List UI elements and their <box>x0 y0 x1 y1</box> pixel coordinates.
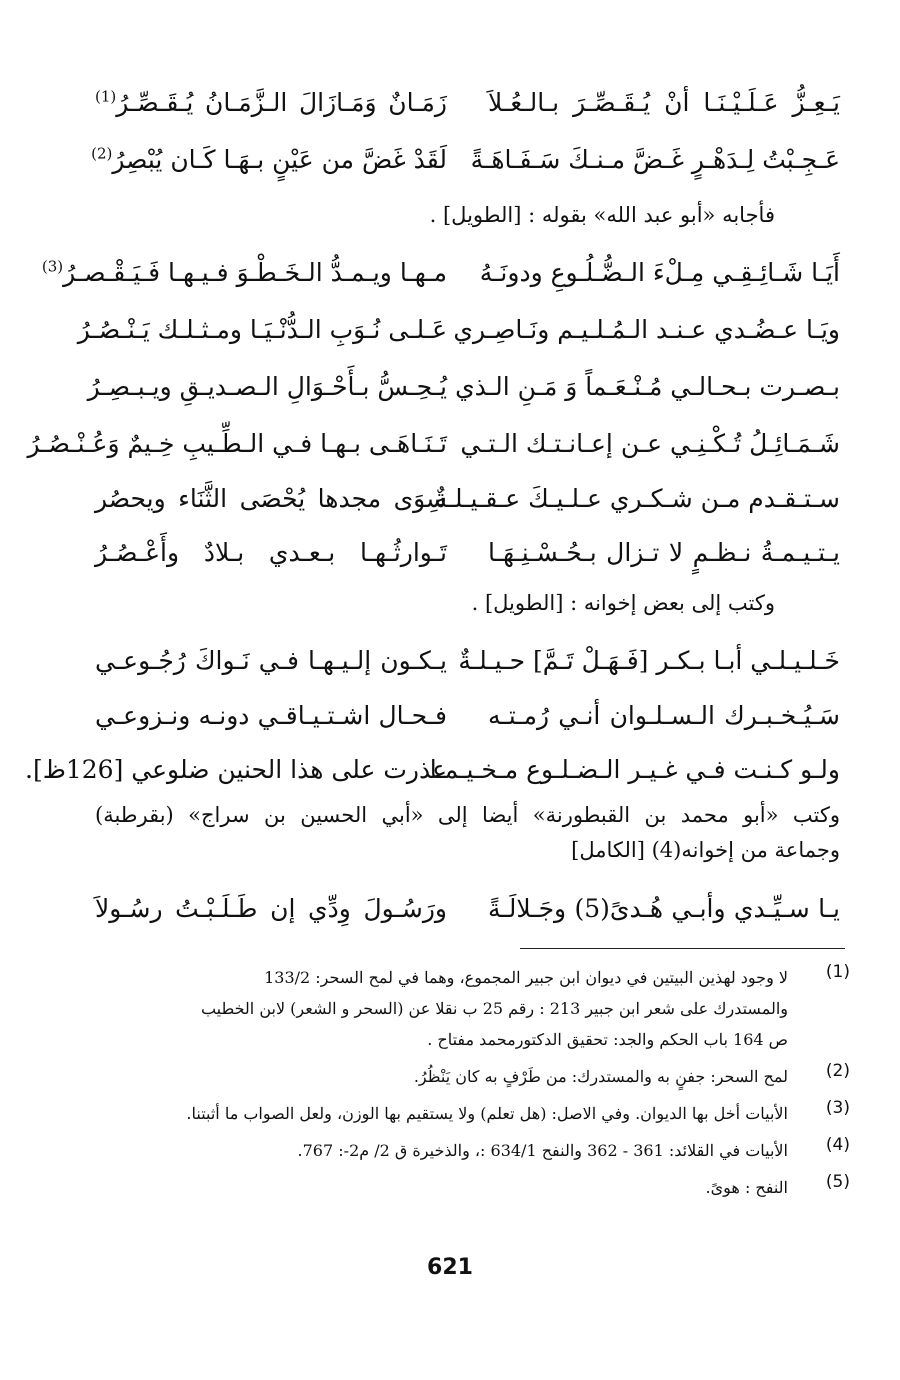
verse-line <box>25 745 840 795</box>
first-hemistich: يـا سـيِّـدي وأبـي هُـدىً(5) وجَـلالَـةً <box>488 894 840 923</box>
second-hemistich: عَـلـى نُـوَبِ الـدُّنْـيَـا ومـثـلـك يَـنْـصُـرُ <box>77 315 447 344</box>
footnote <box>95 1172 850 1203</box>
verse-line <box>91 135 840 185</box>
first-hemistich: سَـيُـخـبـرك الـسـلـوان أنـي رُمـتـه <box>488 701 840 730</box>
footnote-line: ص 164 باب الحكم والجد: تحقيق الدكتورمحمد مفتاح . <box>427 1030 788 1049</box>
footnote-text <box>95 1135 788 1166</box>
hemistich-text: زَمَـانٌ وَمَـازَالَ الـزَّمَـانُ يُـقَـصِّـرُ <box>116 88 447 117</box>
verse-line <box>95 528 840 578</box>
footnote-line: الأبيات في القلائد: 361 - 362 والنفح 634/1 :، والذخيرة ق 2/ م2-: 767. <box>297 1141 788 1160</box>
footnote-line: لا وجود لهذين البيتين في ديوان ابن جبير المجموع، وهما في لمح السحر: 133/2 <box>264 968 788 987</box>
second-hemistich: ورَسُـولَ وِدِّي إن طَـلَـبْـتُ رسُـولاَ <box>95 894 447 923</box>
footnote-number: (2) <box>825 1061 850 1081</box>
footnote-line: النفح : هوىً. <box>705 1178 788 1197</box>
verse-line <box>95 474 840 524</box>
footnote-text <box>95 962 788 1055</box>
footnote-ref: (2) <box>91 144 113 163</box>
footnote-line: والمستدرك على شعر ابن جبير 213 : رقم 25 ب نقلا عن (السحر و الشعر) لابن الخطيب <box>200 999 788 1018</box>
footnote-text <box>95 1061 788 1092</box>
first-hemistich: يـتـيـمـةُ نـظـمٍ لا تـزال بـحُـسْـنِـهَـا <box>488 538 840 567</box>
footnote-separator <box>520 948 845 949</box>
second-hemistich <box>95 78 447 128</box>
first-hemistich: عَـجِـبْتُ لِـدَهْـرٍ غَـضَّ مـنـكَ سَـفَـاهَـةً <box>470 145 840 174</box>
second-hemistich: سِوَى مجدها يُحْصَى الثَّنَاء ويحصُر <box>95 484 447 513</box>
footnote <box>95 1061 850 1092</box>
verse-line <box>95 78 840 128</box>
first-hemistich: شَـمَـائِـلُ تُـكْـنِـي عـن إعـانـتـك الـتـي <box>460 429 840 458</box>
first-hemistich: أَيَـا شَـائِـقِـي مِـلْءَ الـضُّـلُـوعِ ودونَـهُ <box>479 258 840 287</box>
hemistich-text: لَقَدْ غَضَّ من عَيْنٍ بـهَـا كَـان يُبْصِرُ <box>112 145 447 174</box>
first-hemistich: خَـلـيـلـي أبـا بـكـر [فَـهَـلْ تَـمَّ] حـيـلـةٌ <box>458 646 840 675</box>
second-hemistich: يُـحِـسُّ بـأَحْـوَالِ الـصـديـقِ ويـبـصِـرُ <box>87 372 447 401</box>
first-hemistich: يَـعِـزُّ عَـلَـيْـنَـا أنْ يُـقَـصِّـرَ بـالـعُـلاَ <box>488 88 840 117</box>
intro-paragraph-line: وكتب «أبو محمد بن القبطورنة» أيضا إلى «أبي الحسين بن سراج» (بقرطبة) <box>95 803 840 827</box>
intro-text: وكتب إلى بعض إخوانه : [الطويل] . <box>471 591 775 615</box>
verse-line <box>41 248 840 298</box>
footnotes <box>95 962 850 1203</box>
footnote-text <box>95 1098 788 1129</box>
second-hemistich: فـحـال اشـتـيـاقـي دونـه ونـزوعـي <box>95 701 447 730</box>
verse-line <box>87 362 840 412</box>
first-hemistich: بـصـرت بـحـالـي مُـنْـعَـماً وَ مَـنِ الـذي <box>455 372 840 401</box>
verse-line <box>77 305 840 355</box>
second-hemistich <box>91 135 447 185</box>
footnote-ref: (1) <box>95 87 117 106</box>
intro-text: فأجابه «أبو عبد الله» بقوله : [الطويل] . <box>429 203 775 227</box>
verse-line <box>95 636 840 686</box>
intro-paragraph-line: وجماعة من إخوانه(4) [الكامل] <box>571 838 840 862</box>
footnote-number: (1) <box>825 962 850 982</box>
second-hemistich: يـكـون إلـيـهـا فـي نَـواكَ رُجُـوعـي <box>95 646 447 675</box>
intro-paragraph <box>95 798 840 868</box>
second-hemistich: تَـنَـاهَـى بـهـا فـي الـطِّـيبِ خِـيمٌ وَعُـنْـصُـرُ <box>27 429 447 458</box>
footnote-number: (3) <box>825 1098 850 1118</box>
footnote <box>95 1135 850 1166</box>
footnote-number: (5) <box>825 1172 850 1192</box>
footnote-number: (4) <box>825 1135 850 1155</box>
footnote <box>95 962 850 1055</box>
second-hemistich: عذرت على هذا الحنين ضلوعي [126ظ]. <box>25 755 447 784</box>
footnote-text <box>95 1172 788 1203</box>
verse-line <box>27 419 840 469</box>
footnote <box>95 1098 850 1129</box>
verse-line <box>95 884 840 934</box>
first-hemistich: ويَـا عـضُـدي عـنـد الـمُـلـيـم ونَـاصِـري <box>453 315 840 344</box>
footnote-line: لمح السحر: جفنٍ به والمستدرك: من طَرْفٍ به كان يَنْظُرُ. <box>413 1067 788 1086</box>
hemistich-text: مـهـا ويـمـدُّ الـخَـطْـوَ فـيـهـا فَـيَـقْـصـرُ <box>63 258 447 287</box>
page-number: 621 <box>427 1255 473 1280</box>
second-hemistich <box>41 248 447 298</box>
first-hemistich: ولـو كـنـت فـي غـيـر الـضـلـوع مـخـيـمـا <box>429 755 840 784</box>
footnote-line: الأبيات أخل بها الديوان. وفي الاصل: (هل تعلم) ولا يستقيم بها الوزن، ولعل الصواب ما أثبتنا. <box>186 1104 788 1123</box>
verse-line <box>95 691 840 741</box>
footnote-ref: (3) <box>41 257 64 276</box>
first-hemistich: سـتـقـدم مـن شـكـري عـلـيـكَ عـقـيـلـةٌ <box>434 484 840 513</box>
second-hemistich: تَـوارثُـهـا بـعـدي بـلادٌ وأَعْـصُـرُ <box>95 538 447 567</box>
